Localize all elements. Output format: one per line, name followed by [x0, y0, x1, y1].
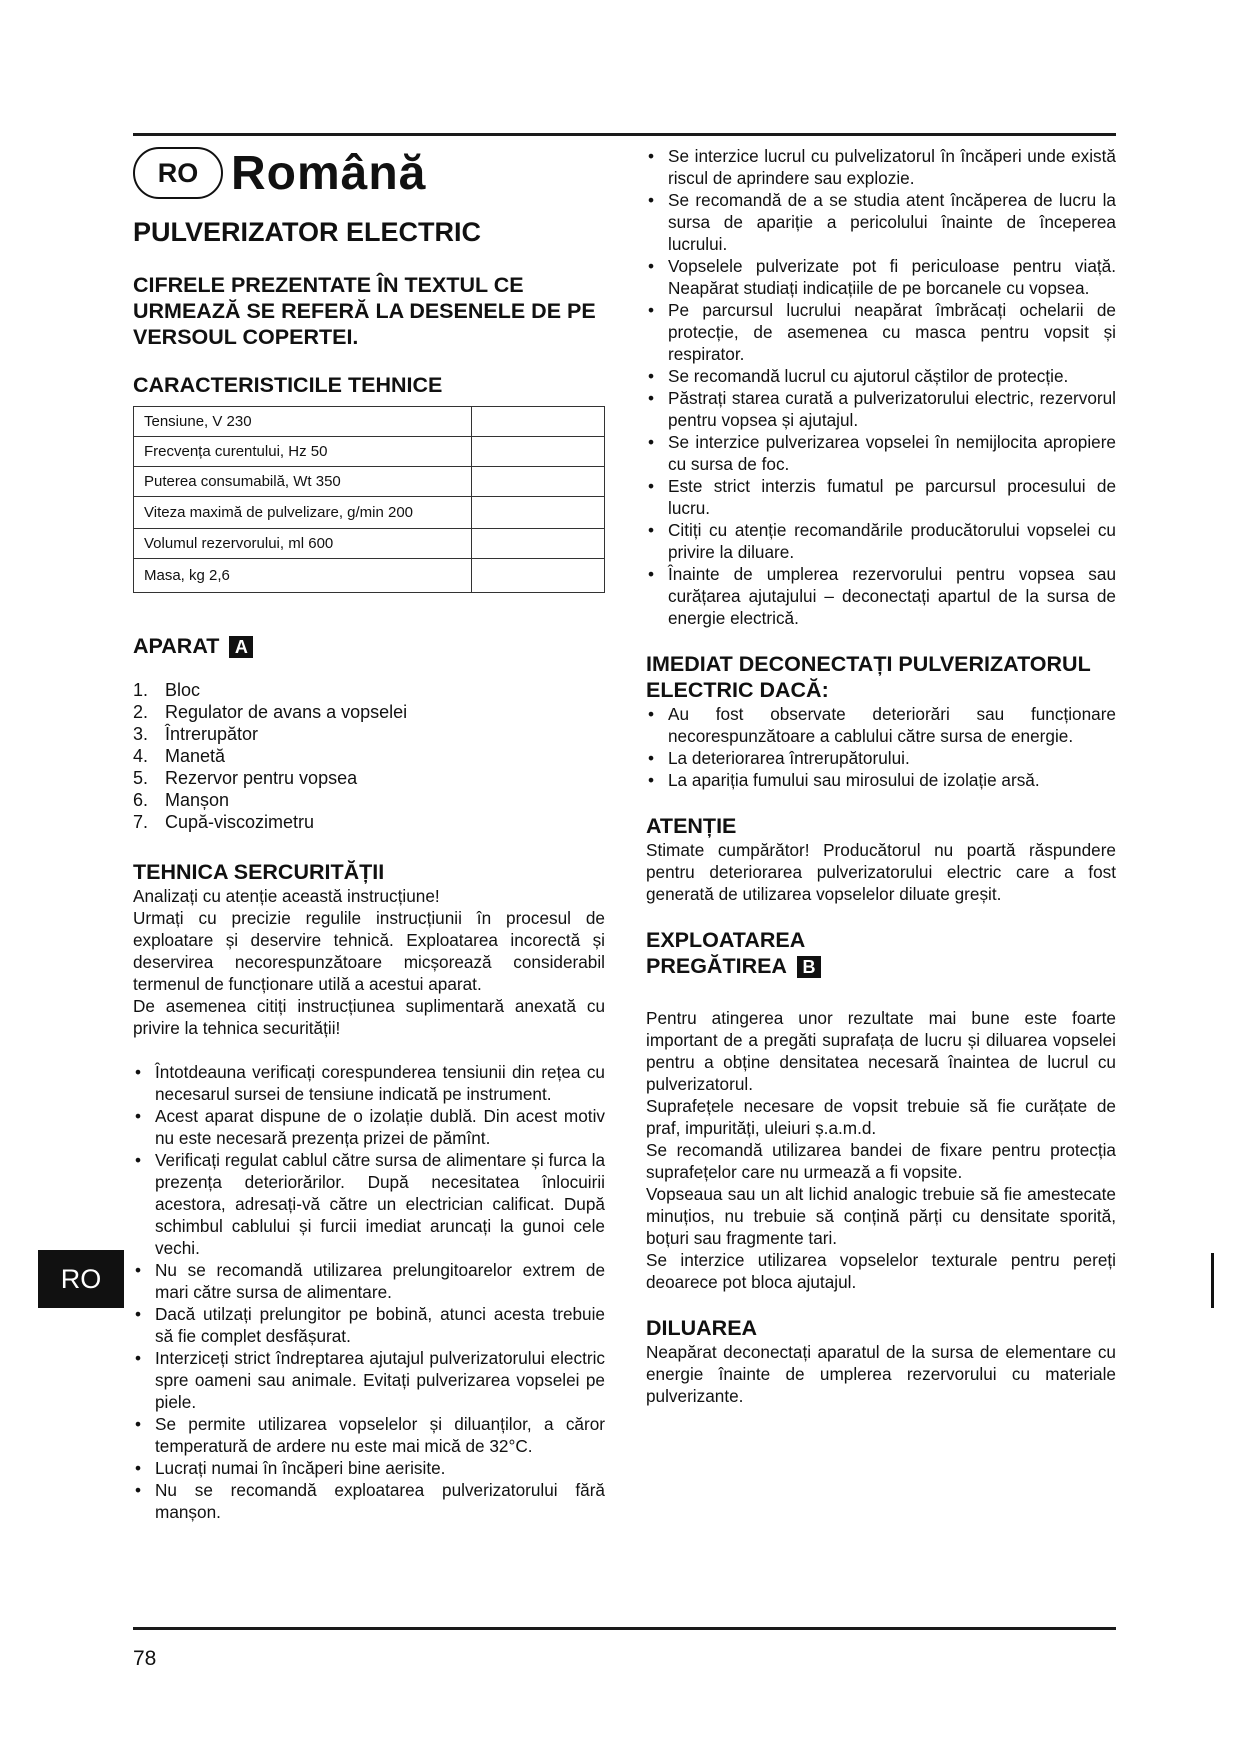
figure-a-label: A — [229, 636, 253, 658]
prep-paragraph: Pentru atingerea unor rezultate mai bune este foarte important de a pregăti suprafața de lucru și diluarea vopselei pentru a obține densitatea necesară înaintea de lucrul cu pulverizatorul. — [646, 1008, 1116, 1094]
attention-heading: ATENȚIE — [646, 814, 737, 838]
list-item: 5. Rezervor pentru vopsea — [133, 768, 358, 788]
list-item: • La deteriorarea întrerupătorului. — [646, 747, 1116, 769]
disconnect-bullets — [646, 703, 1116, 791]
figure-b-label: B — [797, 956, 821, 978]
specs-table — [133, 406, 605, 593]
spec-label: Viteza maximă de pulvelizare, g/min 200 — [134, 497, 472, 529]
spec-row — [134, 437, 605, 467]
list-item: 1. Bloc — [133, 680, 201, 700]
list-item: 7. Cupă-viscozimetru — [133, 812, 315, 832]
list-item: • Se recomandă lucrul cu ajutorul căștilor de protecție. — [646, 365, 1116, 387]
list-item: • Dacă utilzați prelungitor pe bobină, atunci acesta trebuie să fie complet desfășurat. — [133, 1303, 605, 1347]
page-number: 78 — [133, 1647, 157, 1670]
spec-label: Puterea consumabilă, Wt 350 — [134, 467, 472, 497]
list-item: • Este strict interzis fumatul pe parcursul procesului de lucru. — [646, 475, 1116, 519]
language-title: Română — [231, 146, 427, 200]
prep-paragraph: Suprafețele necesare de vopsit trebuie să fie curățate de praf, impurități, uleiuri ș.a.m.d. — [646, 1096, 1116, 1138]
list-item: • Păstrați starea curată a pulverizatorului electric, rezervorul pentru vopsea și ajutajul. — [646, 387, 1116, 431]
dilution-text: Neapărat deconectați aparatul de la sursa de elementare cu energie înainte de umplerea rezervorului cu materiale pulverizante. — [646, 1342, 1116, 1406]
list-item: • Nu se recomandă utilizarea prelungitoarelor extrem de mari către sursa de alimentare. — [133, 1259, 605, 1303]
safety-heading: TEHNICA SERCURITĂȚII — [133, 860, 385, 884]
spec-row — [134, 407, 605, 437]
language-badge: RO — [133, 147, 223, 199]
list-item: • Citiți cu atenție recomandările producătorului vopselei cu privire la diluare. — [646, 519, 1116, 563]
list-item: • Se interzice pulverizarea vopselei în nemijlocita apropiere cu sursa de foc. — [646, 431, 1116, 475]
spec-label: Tensiune, V 230 — [134, 407, 472, 437]
product-title: PULVERIZATOR ELECTRIC — [133, 217, 482, 247]
list-item: • Înainte de umplerea rezervorului pentru vopsea sau curățarea ajutajului – deconectați apartul de la sursa de energie electrică. — [646, 563, 1116, 629]
list-item: • Pe parcursul lucrului neapărat îmbrăcați ochelarii de protecție, de asemenea cu masca pentru vopsit și respirator. — [646, 299, 1116, 365]
parts-list — [133, 679, 605, 833]
spec-label: Volumul rezervorului, ml 600 — [134, 529, 472, 559]
list-item: • Se permite utilizarea vopselelor și diluanților, a căror temperatură de ardere nu este mai mică de 32°C. — [133, 1413, 605, 1457]
preparation-text — [646, 1007, 1116, 1293]
margin-mark — [1211, 1253, 1214, 1308]
list-item: • Lucrați numai în încăperi bine aerisite. — [133, 1457, 605, 1479]
list-item: • La apariția fumului sau mirosului de izolație arsă. — [646, 769, 1116, 791]
drawings-note: CIFRELE PREZENTATE ÎN TEXTUL CE URMEAZĂ SE REFERĂ LA DESENELE DE PE VERSOUL COPERTEI. — [133, 273, 596, 349]
safety-intro-3: De asemenea citiți instrucțiunea suplimentară anexată cu privire la tehnica securității! — [133, 996, 605, 1038]
safety-bullets-continued — [646, 145, 1116, 629]
list-item: • Se recomandă de a se studia atent încăperea de lucru la sursa de apariție a pericolului înainte de începerea lucrului. — [646, 189, 1116, 255]
list-item: • Vopselele pulverizate pot fi periculoase pentru viață. Neapărat studiați indicațiile de pe borcanele cu vopsea. — [646, 255, 1116, 299]
list-item: 2. Regulator de avans a vopselei — [133, 702, 408, 722]
aparat-heading-text: APARAT — [133, 634, 220, 658]
exploitation-heading: EXPLOATAREA — [646, 928, 806, 952]
safety-intro-2: Urmați cu precizie regulile instrucțiunii în procesul de exploatare și deservire tehnică. Exploatarea incorectă și deservirea necorespunzătoare micșorează considerabil termenul de funcționare utilă a acestui aparat. — [133, 908, 605, 994]
prep-paragraph: Se recomandă utilizarea bandei de fixare pentru protecția suprafețelor care nu urmează a fi vopsite. — [646, 1140, 1116, 1182]
aparat-heading — [133, 633, 605, 659]
language-side-tab: RO — [38, 1250, 124, 1308]
preparation-heading-text: PREGĂTIREA — [646, 954, 787, 978]
language-header — [133, 143, 605, 203]
safety-intro-1: Analizați cu atenție această instrucțiune! — [133, 886, 440, 906]
safety-bullets — [133, 1061, 605, 1523]
list-item: • Au fost observate deteriorări sau funcționare necorespunzătoare a cablului către sursa de energie. — [646, 703, 1116, 747]
list-item: • Se interzice lucrul cu pulvelizatorul în încăperi unde există riscul de aprindere sau explozie. — [646, 145, 1116, 189]
list-item: • Verificați regulat cablul către sursa de alimentare și furca la prezența deteriorărilor. După necesitatea înlocuirii acestora, adresați-vă către un electrician calificat. După schimbul cablului și furcii imediat aruncați la gunoi cele vechi. — [133, 1149, 605, 1259]
list-item: 3. Întrerupător — [133, 724, 259, 744]
spec-row — [134, 559, 605, 593]
right-column — [646, 145, 1116, 1407]
spec-row — [134, 497, 605, 529]
list-item: • Interziceți strict îndreptarea ajutajul pulverizatorului electric spre oameni sau animale. Evitați pulverizarea vopselei pe piele. — [133, 1347, 605, 1413]
top-rule — [133, 133, 1116, 136]
specs-heading: CARACTERISTICILE TEHNICE — [133, 373, 443, 397]
prep-paragraph: Vopseaua sau un alt lichid analogic trebuie să fie amestecate minuțios, nu trebuie să conțină părți cu densitate sporită, boțuri sau fragmente tari. — [646, 1184, 1116, 1248]
list-item: 6. Manșon — [133, 790, 230, 810]
spec-label: Frecvența curentului, Hz 50 — [134, 437, 472, 467]
list-item: 4. Manetă — [133, 746, 226, 766]
list-item: • Nu se recomandă exploatarea pulverizatorului fără manșon. — [133, 1479, 605, 1523]
spec-row — [134, 529, 605, 559]
preparation-heading — [646, 953, 1116, 979]
bottom-rule — [133, 1627, 1116, 1630]
attention-text: Stimate cumpărător! Producătorul nu poartă răspundere pentru deteriorarea pulverizatorului electric care a fost generată de utilizarea vopselelor diluate greșit. — [646, 840, 1116, 904]
dilution-heading: DILUAREA — [646, 1316, 758, 1340]
prep-paragraph: Se interzice utilizarea vopselelor texturale pentru pereți deoarece pot bloca ajutajul. — [646, 1250, 1116, 1292]
left-column — [133, 143, 605, 1523]
spec-label: Masa, kg 2,6 — [134, 559, 472, 593]
spec-row — [134, 467, 605, 497]
disconnect-heading: IMEDIAT DECONECTAȚI PULVERIZATORUL ELECTRIC DACĂ: — [646, 652, 1091, 702]
list-item: • Acest aparat dispune de o izolație dublă. Din acest motiv nu este necesară prezența prizei de pămînt. — [133, 1105, 605, 1149]
list-item: • Întotdeauna verificați corespunderea tensiunii din rețea cu necesarul sursei de tensiune indicată pe instrument. — [133, 1061, 605, 1105]
